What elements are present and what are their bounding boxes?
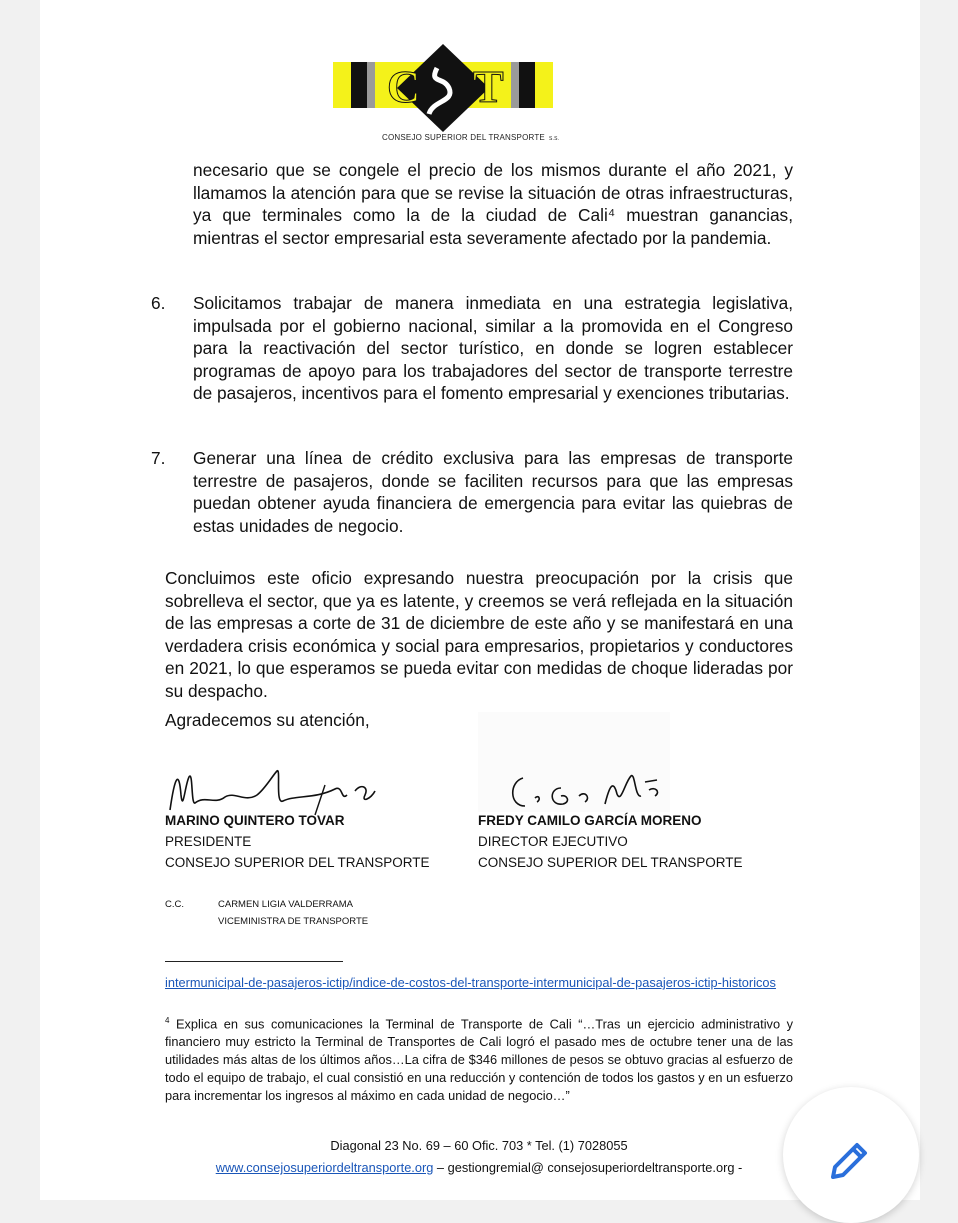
footer-address: Diagonal 23 No. 69 – 60 Ofic. 703 * Tel. (1) 7028055	[330, 1138, 628, 1153]
cc-role: VICEMINISTRA DE TRANSPORTE	[218, 916, 369, 927]
signature-block-right	[478, 810, 743, 873]
signer-org: CONSEJO SUPERIOR DEL TRANSPORTE	[165, 855, 430, 870]
signer-org: CONSEJO SUPERIOR DEL TRANSPORTE	[478, 855, 743, 870]
item-number: 7.	[151, 448, 166, 468]
website-link[interactable]: www.consejosuperiordeltransporte.org	[215, 1160, 434, 1175]
signer-title: PRESIDENTE	[165, 834, 252, 849]
signer-title: DIRECTOR EJECUTIVO	[478, 834, 628, 849]
logo-caption: CONSEJO SUPERIOR DEL TRANSPORTE S.S.	[382, 133, 560, 142]
footnote-link[interactable]: intermunicipal-de-pasajeros-ictip/indice-de-costos-del-transporte-intermunicipal-de-pasajeros-ictip-historicos	[165, 975, 776, 990]
footnote-marker: 4	[165, 1016, 170, 1025]
footnote-text: Explica en sus comunicaciones la Terminal de Transporte de Cali “…Tras un ejercicio administrativo y financiero muy estricto la Terminal de Transportes de Cali logró el pasado mes de octubre tener una de las utilidades más altas de los últimos años…La cifra de $346 millones de pesos se obtuvo gracias al esfuerzo de todo el equipo de trabajo, el cual consistió en una reducción y contención de todos los gastos y en un esfuerzo para incrementar los ingresos al máximo en cada unidad de negocio…”	[165, 1016, 793, 1104]
svg-text:T: T	[473, 61, 504, 112]
signer-name: FREDY CAMILO GARCÍA MORENO	[478, 813, 702, 828]
item-text: Generar una línea de crédito exclusiva para las empresas de transporte terrestre de pasajeros, donde se faciliten recursos para que las empresas puedan obtener ayuda financiera de emergencia para evitar las quiebras de estas unidades de negocio.	[193, 448, 793, 536]
cc-label: C.C.	[165, 899, 184, 910]
pencil-icon	[825, 1137, 873, 1185]
signature-block-left	[165, 810, 430, 873]
footnote-4	[165, 1012, 793, 1105]
item-text: Solicitamos trabajar de manera inmediata en una estrategia legislativa, impulsada por el gobierno nacional, similar a la promovida en el Congreso para la reactivación del sector turístico, en donde se logren establecer programas de apoyo para los trabajadores del sector de transporte terrestre de pasajeros, incentivos para el fomento empresarial y exenciones tributarias.	[193, 293, 793, 403]
signer-name: MARINO QUINTERO TOVAR	[165, 813, 345, 828]
footer-email: – gestiongremial@ consejosuperiordeltransporte.org -	[433, 1160, 743, 1175]
conclusion-paragraph: Concluimos este oficio expresando nuestra preocupación por la crisis que sobrelleva el sector, que ya es latente, y creemos se verá reflejada en la situación de las empresas a corte de 31 de diciembre de este año y se manifestará en una verdadera crisis económica y social para empresarios, propietarios y conductores en 2021, lo que esperamos se pueda evitar con medidas de choque lideradas por su despacho.	[165, 568, 793, 701]
item-number: 6.	[151, 293, 166, 313]
edit-fab-button[interactable]	[783, 1087, 919, 1223]
svg-text:C: C	[387, 61, 421, 112]
cc-name: CARMEN LIGIA VALDERRAMA	[218, 899, 353, 910]
closing-line: Agradecemos su atención,	[165, 710, 370, 730]
continuation-paragraph: necesario que se congele el precio de los mismos durante el año 2021, y llamamos la atención para que se revise la situación de otras infraestructuras, ya que terminales como la de la ciudad de Cali⁴ muestran ganancias, mientras el sector empresarial esta severamente afectado por la pandemia.	[193, 160, 793, 248]
signature-scribble-right	[505, 768, 675, 816]
footnote-divider	[165, 961, 343, 962]
